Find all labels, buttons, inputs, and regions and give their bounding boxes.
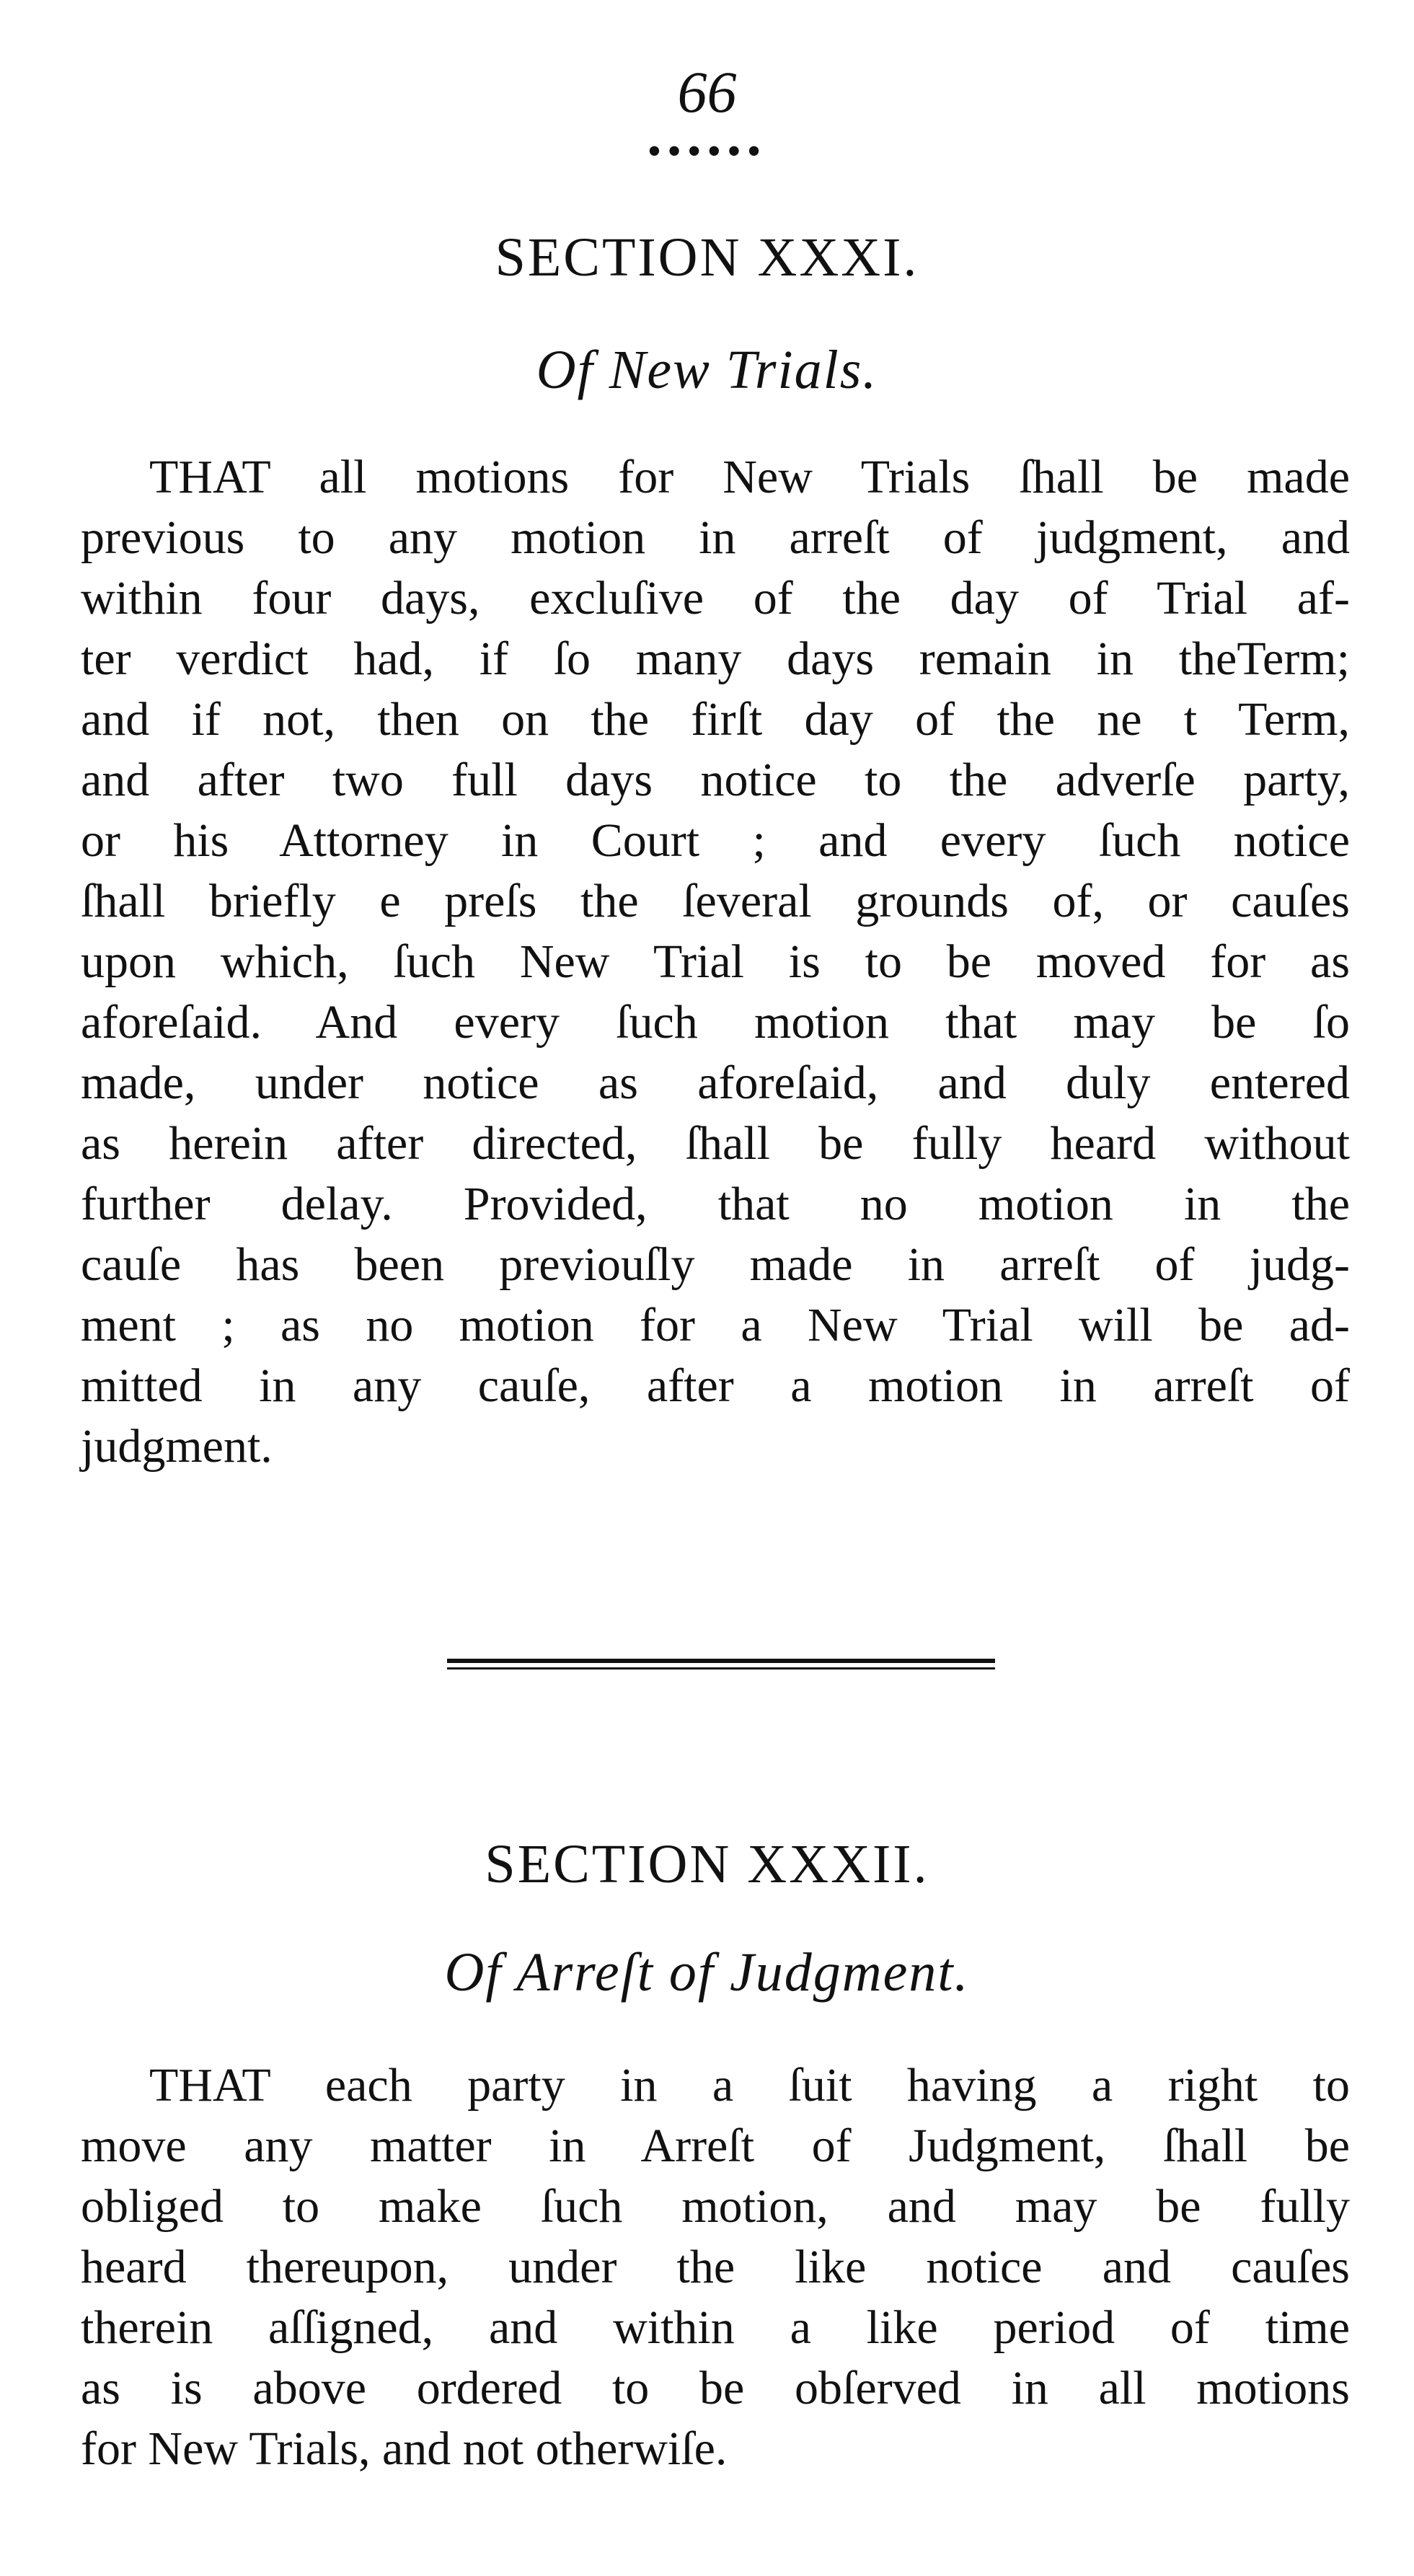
text-line: ment ; as no motion for a New Trial will be ad- <box>81 1299 1350 1351</box>
text-line: THAT all motions for New Trials ſhall be made <box>149 451 1350 503</box>
text-line: further delay. Provided, that no motion in the <box>81 1178 1350 1230</box>
text-line: and if not, then on the firſt day of the ne t Term, <box>81 693 1350 746</box>
section-subtitle: Of New Trials. <box>536 340 878 400</box>
text-line: aforeſaid. And every ſuch motion that may be ſo <box>81 996 1350 1049</box>
section-subtitle: Of Arreſt of Judgment. <box>444 1942 970 2003</box>
text-line: obliged to make ſuch motion, and may be fully <box>81 2180 1350 2233</box>
section-divider <box>447 1659 995 1670</box>
page-number: 66 <box>677 59 737 125</box>
text-line: cauſe has been previouſly made in arreſt of judg- <box>81 1238 1350 1291</box>
divider-thin-line <box>447 1667 995 1669</box>
text-line: as is above ordered to be obſerved in all motions <box>81 2362 1350 2414</box>
text-line: ſhall briefly e preſs the ſeveral grounds of, or cauſes <box>81 875 1350 927</box>
text-line: as herein after directed, ſhall be fully heard without <box>81 1117 1350 1170</box>
text-line: previous to any motion in arreſt of judgment, and <box>81 511 1350 564</box>
section-body <box>81 2055 1350 2479</box>
divider-thick-line <box>447 1659 995 1663</box>
text-line: therein aſſigned, and within a like period of time <box>81 2301 1350 2354</box>
text-line: or his Attorney in Court ; and every ſuch notice <box>81 814 1350 867</box>
text-line: made, under notice as aforeſaid, and duly entered <box>81 1057 1350 1109</box>
text-line: ter verdict had, if ſo many days remain in theTerm; <box>81 632 1350 685</box>
section-heading: SECTION XXXI. <box>495 227 919 288</box>
text-line: and after two full days notice to the adverſe party, <box>81 754 1350 806</box>
text-line: THAT each party in a ſuit having a right to <box>149 2059 1350 2112</box>
text-line: judgment. <box>81 1420 273 1473</box>
text-line: mitted in any cauſe, after a motion in arreſt of <box>81 1359 1350 1412</box>
text-line: within four days, excluſive of the day of Trial af- <box>81 572 1350 625</box>
section-heading: SECTION XXXII. <box>485 1834 929 1894</box>
text-line: upon which, ſuch New Trial is to be moved for as <box>81 935 1350 988</box>
text-line: for New Trials, and not otherwiſe. <box>81 2422 728 2475</box>
text-line: move any matter in Arreſt of Judgment, ſhall be <box>81 2120 1350 2172</box>
text-line: heard thereupon, under the like notice and cauſes <box>81 2241 1350 2293</box>
section-body <box>81 447 1350 1477</box>
page-number-ornament: •••••• <box>647 129 767 174</box>
